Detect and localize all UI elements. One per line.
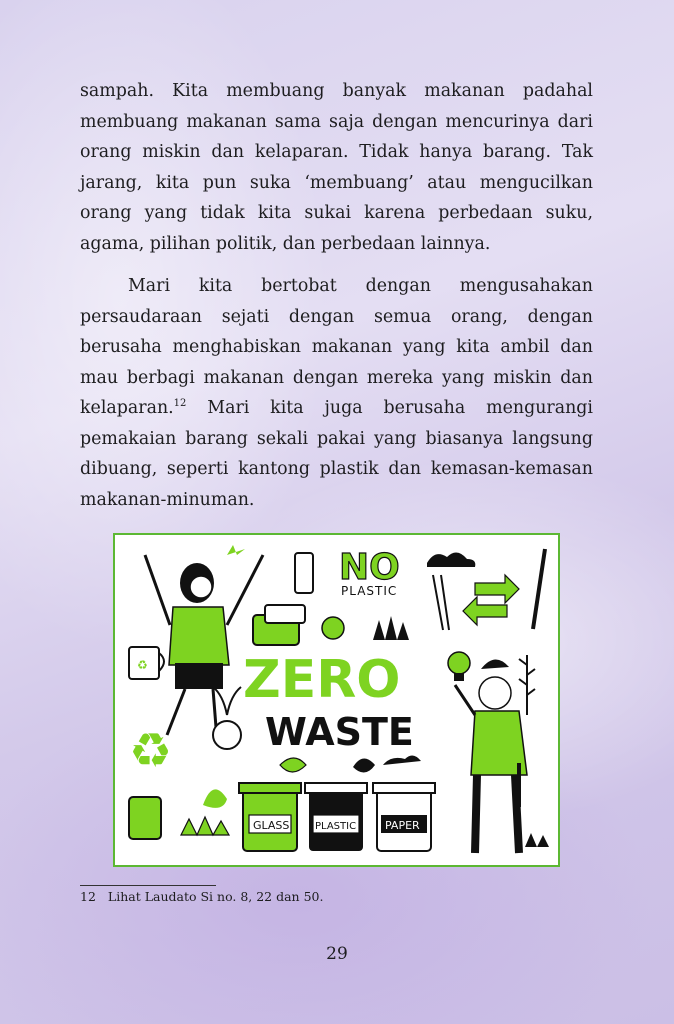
speech-leaf-icon [203, 789, 227, 808]
dark-leaf-icon [353, 758, 375, 772]
footnote-text: Lihat Laudato Si no. 8, 22 dan 50. [107, 889, 324, 904]
zero-waste-illustration [113, 533, 560, 867]
no-plastic-subtitle: PLASTIC [341, 584, 398, 598]
arrow-left-icon [463, 597, 507, 625]
man-figure [455, 659, 527, 853]
green-grass-icon [181, 817, 229, 835]
bottle-icon [295, 553, 313, 593]
glass-jar [239, 783, 301, 851]
lunchbox-icon [253, 605, 305, 645]
footnote-number: 12 [80, 889, 96, 904]
paragraph-1 [80, 76, 593, 259]
plastic-label: PLASTIC [315, 821, 357, 832]
paragraph-1-text: sampah. Kita membuang banyak makanan padahal membuang makanan sama saja dengan mencurinya dari orang miskin dan kelaparan. Tidak hanya barang. Tak jarang, kita pun suka ‘membuang’ atau mengucilkan orang yang tidak kita sukai karena perbedaan suku, agama, pilihan politik, dan perbedaan lainnya. [80, 81, 593, 254]
cloud-icon [427, 552, 475, 567]
footnote [80, 889, 323, 904]
lightbulb-icon [448, 652, 470, 681]
paragraph-2-text-b: Mari kita juga berusaha mengurangi pemakaian barang sekali pakai yang biasanya langsung dibuang, seperti kantong plastik dan kemasan-kemasan makanan-minuman. [80, 398, 593, 510]
zero-title: ZERO [243, 650, 401, 710]
paragraph-2-text-a: Mari kita bertobat dengan mengusahakan persaudaraan sejati dengan semua orang, dengan berusaha menghabiskan makanan yang kita ambil dan mau berbagi makanan dengan mereka yang miskin dan kelaparan. [80, 276, 593, 418]
plant-icon [213, 687, 241, 715]
apple-icon [322, 617, 344, 639]
recycle-icon: ♻ [129, 723, 173, 779]
small-cloud-icon [383, 755, 421, 765]
plastic-jar [305, 783, 367, 851]
green-jar-icon [129, 797, 161, 839]
page-number: 29 [326, 944, 348, 964]
svg-text:♻: ♻ [137, 658, 148, 672]
woman-figure [145, 545, 263, 740]
illustration-svg [115, 535, 557, 864]
footnote-reference[interactable]: 12 [173, 398, 187, 410]
plant-tuft-icon [525, 833, 549, 847]
leaf-icon [280, 758, 306, 772]
arrow-right-icon [475, 575, 519, 603]
fern-icon [519, 655, 535, 715]
paragraph-2 [80, 271, 593, 515]
pencil-icon [533, 549, 545, 629]
paper-jar [373, 783, 435, 851]
grass-icon [373, 616, 409, 640]
footnote-divider [80, 885, 216, 886]
waste-title: WASTE [265, 710, 414, 754]
paper-label: PAPER [385, 819, 420, 832]
straws-icon [433, 575, 449, 630]
glass-label: GLASS [253, 819, 290, 832]
no-plastic-title: NO [339, 547, 400, 588]
mug-icon [129, 647, 164, 679]
